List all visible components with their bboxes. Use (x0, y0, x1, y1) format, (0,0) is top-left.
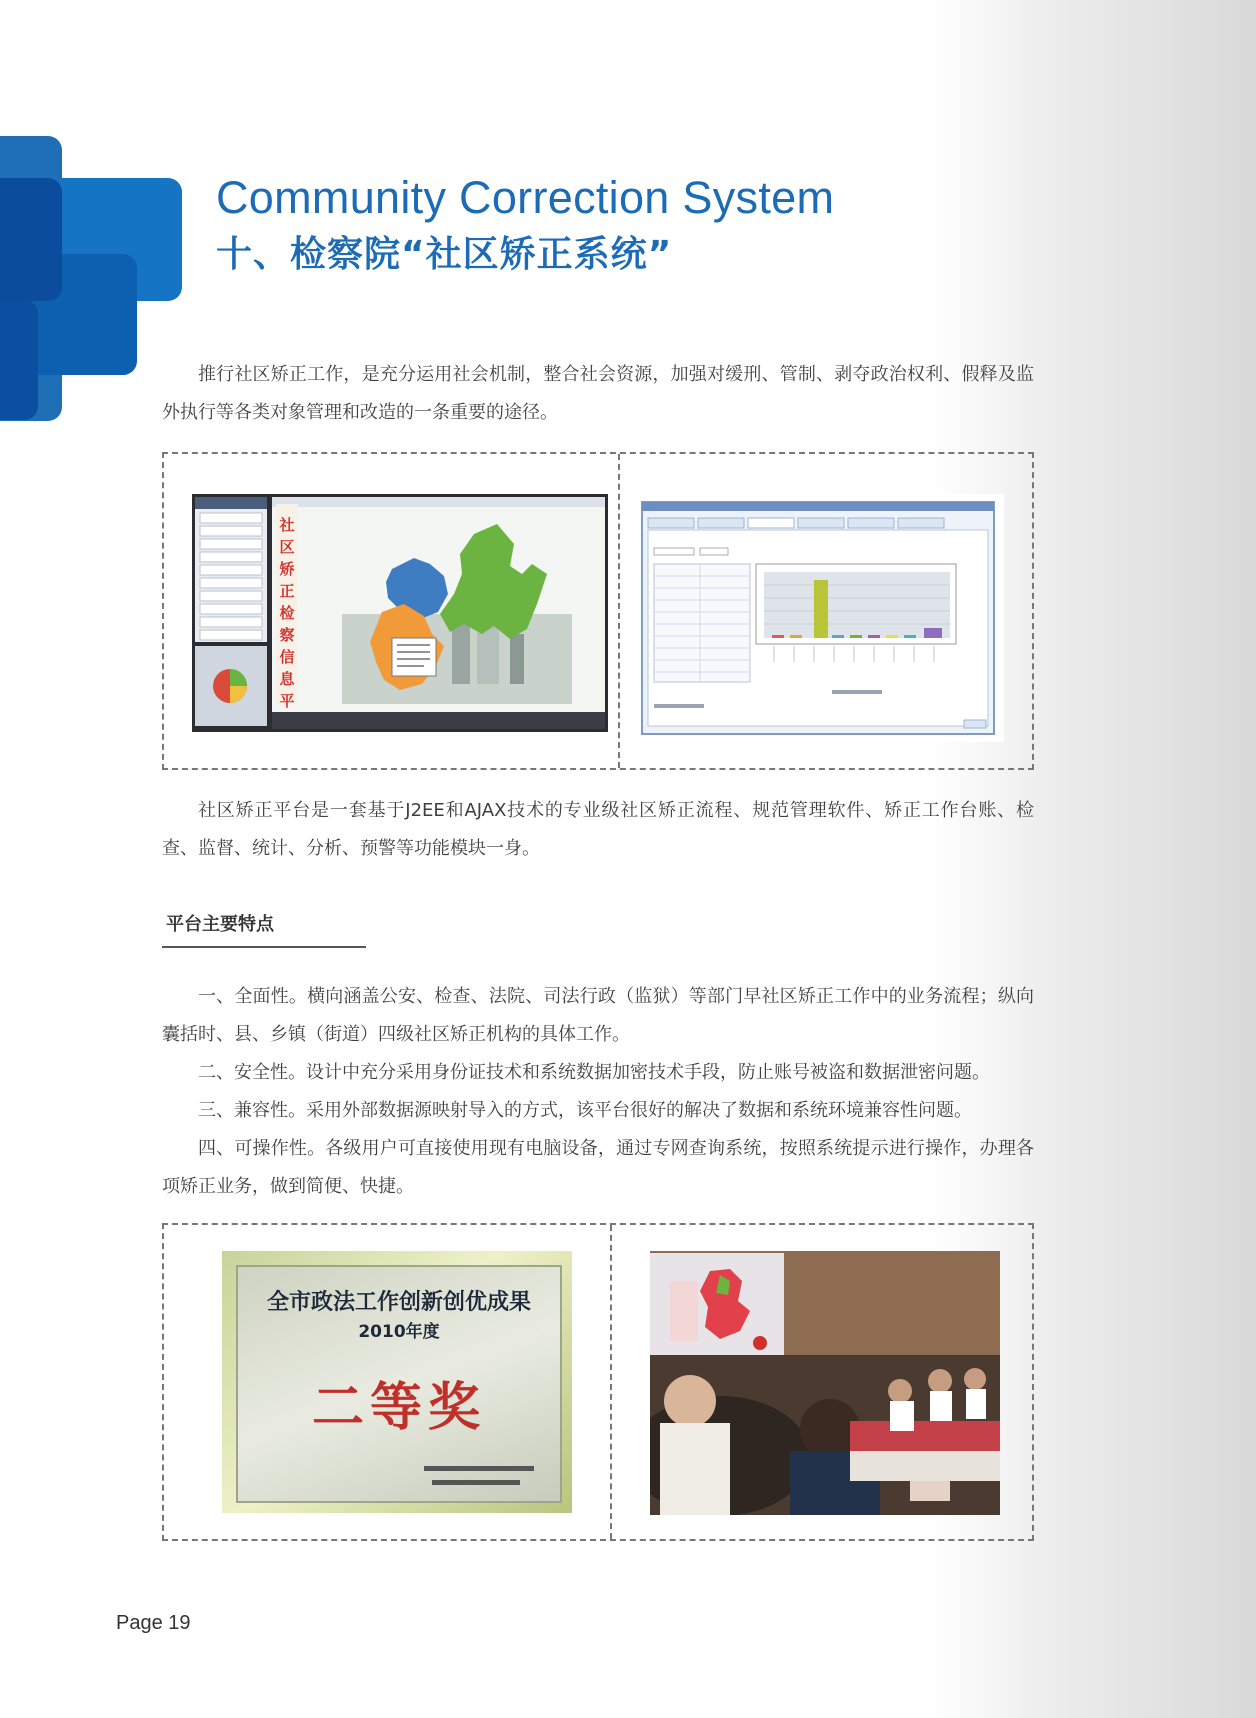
features-list (162, 978, 1034, 1206)
page-title-chinese: 十、检察院“社区矫正系统” (216, 234, 673, 275)
award-year: 2010年度 (358, 1322, 440, 1342)
photo-frame (162, 1223, 1034, 1541)
intro-paragraph: 推行社区矫正工作，是充分运用社会机制，整合社会资源，加强对缓刑、管制、剥夺政治权利、假释及监外执行等各类对象管理和改造的一条重要的途径。 (162, 364, 1034, 423)
heading-underline (162, 946, 366, 948)
feature-item: 四、可操作性。各级用户可直接使用现有电脑设备，通过专网查询系统，按照系统提示进行操作，办理各项矫正业务，做到简便、快捷。 (162, 1138, 1034, 1197)
feature-item: 一、全面性。横向涵盖公安、检查、法院、司法行政（监狱）等部门早社区矫正工作中的业务流程；纵向囊括时、县、乡镇（街道）四级社区矫正机构的具体工作。 (162, 986, 1034, 1045)
svg-text:社: 社 (279, 516, 295, 534)
map-system-screenshot (192, 494, 608, 732)
frame-divider (610, 1225, 612, 1539)
meeting-photo (650, 1251, 1000, 1515)
svg-text:正: 正 (279, 582, 295, 600)
frame-divider (618, 454, 620, 768)
award-plaque-photo (222, 1251, 572, 1513)
svg-text:息: 息 (279, 670, 295, 688)
page-number: Page 19 (116, 1612, 191, 1634)
award-plaque (236, 1265, 562, 1503)
corner-decoration (0, 300, 38, 420)
svg-text:察: 察 (279, 626, 295, 644)
section-heading: 平台主要特点 (166, 914, 274, 935)
svg-text:平: 平 (279, 692, 295, 710)
svg-text:检: 检 (279, 604, 295, 622)
corner-decoration (0, 178, 62, 301)
award-title: 全市政法工作创新创优成果 (266, 1290, 531, 1315)
svg-text:信: 信 (279, 648, 295, 666)
feature-item: 三、兼容性。采用外部数据源映射导入的方式，该平台很好的解决了数据和系统环境兼容性问题。 (198, 1100, 972, 1121)
statistics-window-screenshot (634, 494, 1004, 742)
award-date-line (432, 1480, 520, 1485)
page-title-english: Community Correction System (216, 172, 835, 223)
platform-description: 社区矫正平台是一套基于J2EE和AJAX技术的专业级社区矫正流程、规范管理软件、矫正工作台账、检查、监督、统计、分析、预警等功能模块一身。 (162, 800, 1034, 859)
award-prize: 二等奖 (311, 1378, 486, 1438)
feature-item: 二、安全性。设计中充分采用身份证技术和系统数据加密技术手段，防止账号被盗和数据泄密问题。 (198, 1062, 990, 1083)
svg-text:区: 区 (279, 538, 295, 556)
screenshot-frame (162, 452, 1034, 770)
svg-text:矫: 矫 (279, 560, 295, 578)
award-issuer-line (424, 1466, 534, 1471)
